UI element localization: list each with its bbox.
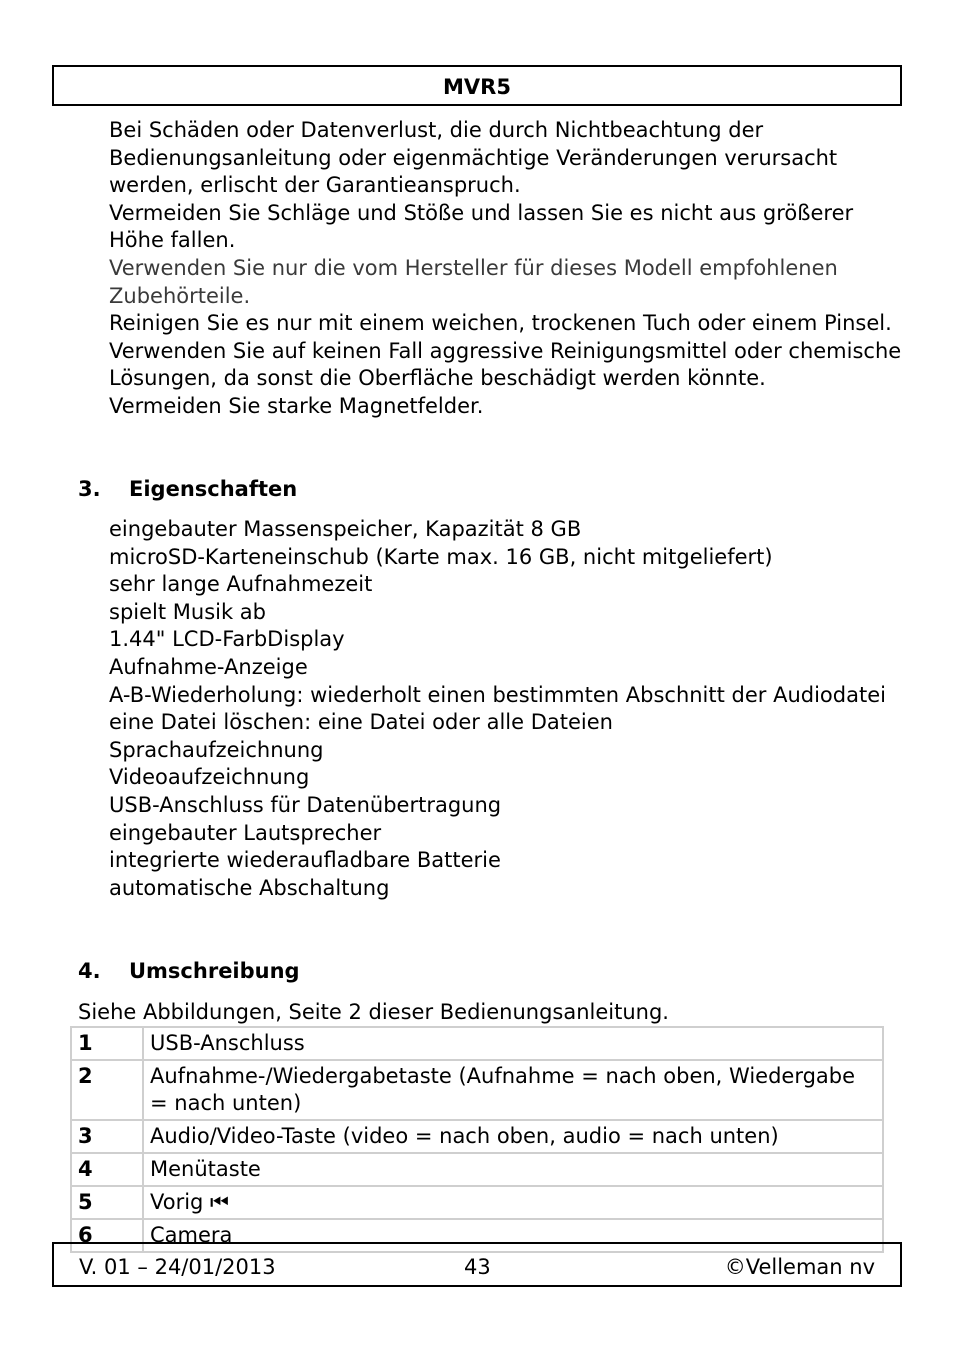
page-number: 43	[464, 1255, 491, 1279]
part-description: Menütaste	[143, 1153, 883, 1186]
list-item: eingebauter Lautsprecher	[109, 820, 382, 845]
table-row	[71, 1186, 883, 1219]
page-header	[52, 65, 902, 106]
section-title: Umschreibung	[129, 959, 300, 983]
section-heading-features	[78, 477, 297, 501]
document-title: MVR5	[443, 75, 511, 99]
list-item: sehr lange Aufnahmezeit	[109, 572, 373, 597]
list-item: eine Datei löschen: eine Datei oder alle Dateien	[109, 710, 613, 735]
safety-instructions	[109, 117, 909, 421]
list-item: Sprachaufzeichnung	[109, 737, 324, 762]
figure-reference: Siehe Abbildungen, Seite 2 dieser Bedienungsanleitung.	[78, 1000, 669, 1024]
table-row	[71, 1153, 883, 1186]
copyright: ©Velleman nv	[724, 1255, 875, 1279]
section-heading-description	[78, 959, 300, 983]
part-number: 6	[71, 1219, 143, 1252]
paragraph-cleaning: Reinigen Sie es nur mit einem weichen, trockenen Tuch oder einem Pinsel. Verwenden Sie auf keinen Fall aggressive Reinigungsmittel oder chemische Lösungen, da sonst die Oberfläche beschädigt werden könnte.	[109, 311, 902, 391]
feature-list	[109, 516, 909, 902]
part-number: 2	[71, 1060, 143, 1120]
part-description: USB-Anschluss	[143, 1027, 883, 1060]
paragraph-impacts: Vermeiden Sie Schläge und Stöße und lassen Sie es nicht aus größerer Höhe fallen.	[109, 200, 854, 253]
table-row	[71, 1060, 883, 1120]
part-number: 1	[71, 1027, 143, 1060]
part-number: 5	[71, 1186, 143, 1219]
table-row	[71, 1120, 883, 1153]
list-item: integrierte wiederaufladbare Batterie	[109, 848, 501, 873]
list-item: eingebauter Massenspeicher, Kapazität 8 GB	[109, 517, 582, 541]
part-description: Aufnahme-/Wiedergabetaste (Aufnahme = nach oben, Wiedergabe = nach unten)	[143, 1060, 883, 1120]
section-number: 4.	[78, 959, 101, 983]
paragraph-magnetic-fields: Vermeiden Sie starke Magnetfelder.	[109, 393, 484, 418]
list-item: spielt Musik ab	[109, 599, 267, 624]
list-item: automatische Abschaltung	[109, 875, 390, 900]
list-item: Videoaufzeichnung	[109, 765, 310, 790]
section-title: Eigenschaften	[129, 477, 298, 501]
parts-table	[70, 1026, 884, 1253]
list-item: 1.44" LCD-FarbDisplay	[109, 627, 345, 652]
list-item: microSD-Karteneinschub (Karte max. 16 GB, nicht mitgeliefert)	[109, 544, 773, 569]
table-row	[71, 1027, 883, 1060]
list-item: Aufnahme-Anzeige	[109, 654, 308, 679]
paragraph-accessories: Verwenden Sie nur die vom Hersteller für dieses Modell empfohlenen Zubehörteile.	[109, 255, 838, 308]
list-item: USB-Anschluss für Datenübertragung	[109, 792, 502, 817]
part-description: Audio/Video-Taste (video = nach oben, audio = nach unten)	[143, 1120, 883, 1153]
list-item: A-B-Wiederholung: wiederholt einen bestimmten Abschnitt der Audiodatei	[109, 682, 886, 707]
version-date: V. 01 – 24/01/2013	[79, 1255, 276, 1279]
part-description: Camera	[143, 1219, 883, 1252]
part-description: Vorig ⏮	[143, 1186, 883, 1219]
page-footer	[52, 1242, 902, 1287]
part-number: 3	[71, 1120, 143, 1153]
part-number: 4	[71, 1153, 143, 1186]
paragraph-warranty: Bei Schäden oder Datenverlust, die durch Nichtbeachtung der Bedienungsanleitung oder eigenmächtige Veränderungen verursacht werden, erlischt der Garantieanspruch.	[109, 118, 838, 198]
section-number: 3.	[78, 477, 101, 501]
